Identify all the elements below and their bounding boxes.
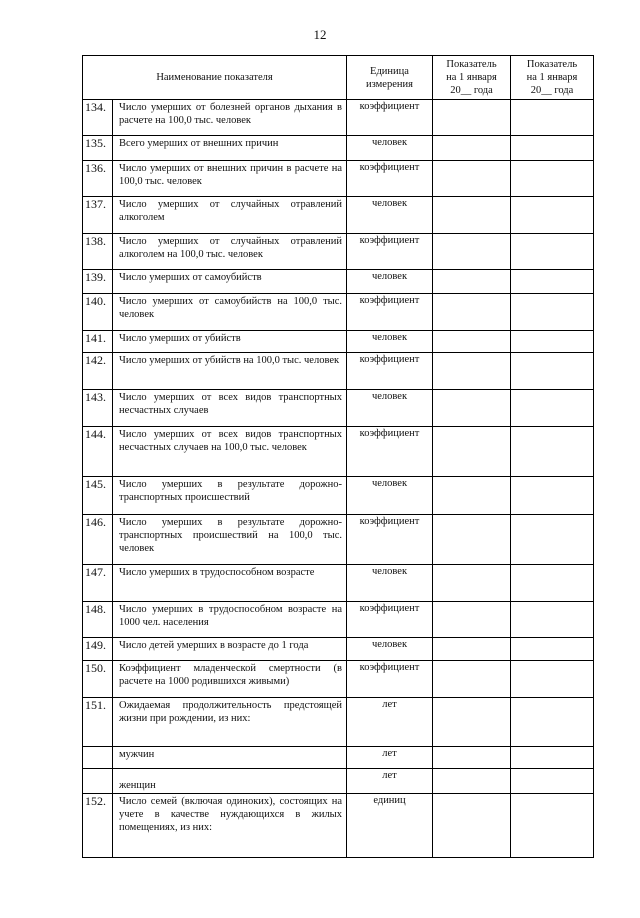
row-unit: человек — [347, 136, 433, 161]
row-name: Число семей (включая одиноких), состоящих на учете в качестве нуждающихся в жилых помещениях, из них: — [113, 794, 347, 858]
row-value1-cell[interactable] — [433, 602, 511, 638]
table-row — [83, 698, 594, 747]
row-name: Ожидаемая продолжительность предстоящей жизни при рождении, из них: — [113, 698, 347, 747]
row-unit: коэффициент — [347, 353, 433, 390]
row-unit: человек — [347, 197, 433, 234]
row-number: 137. — [83, 197, 113, 234]
table-row — [83, 769, 594, 794]
row-value2-cell[interactable] — [511, 427, 594, 477]
row-value2-cell[interactable] — [511, 661, 594, 698]
row-value1-cell[interactable] — [433, 331, 511, 353]
table-row — [83, 515, 594, 565]
row-value1-cell[interactable] — [433, 353, 511, 390]
row-unit: лет — [347, 769, 433, 794]
row-unit: коэффициент — [347, 661, 433, 698]
row-value1-cell[interactable] — [433, 477, 511, 515]
row-number: 151. — [83, 698, 113, 747]
row-number: 145. — [83, 477, 113, 515]
row-name: Число умерших в результате дорожно-транспортных происшествий на 100,0 тыс. человек — [113, 515, 347, 565]
header-value1 — [433, 56, 511, 100]
row-value1-cell[interactable] — [433, 747, 511, 769]
table-row — [83, 427, 594, 477]
indicators-table — [82, 55, 594, 858]
table-row — [83, 100, 594, 136]
row-number — [83, 747, 113, 769]
table-row — [83, 390, 594, 427]
row-number: 141. — [83, 331, 113, 353]
row-number: 140. — [83, 294, 113, 331]
row-name: Число умерших в трудоспособном возрасте — [113, 565, 347, 602]
row-value2-cell[interactable] — [511, 515, 594, 565]
row-value2-cell[interactable] — [511, 602, 594, 638]
header-unit-line: Единица — [370, 65, 409, 77]
row-name: Число умерших от убийств — [113, 331, 347, 353]
row-unit: коэффициент — [347, 161, 433, 197]
header-value2-line: 20__ года — [530, 85, 574, 96]
row-value2-cell[interactable] — [511, 353, 594, 390]
row-value2-cell[interactable] — [511, 638, 594, 661]
row-value2-cell[interactable] — [511, 331, 594, 353]
row-number: 143. — [83, 390, 113, 427]
header-value1-line: 20__ года — [450, 85, 493, 96]
row-name: Число умерших от всех видов транспортных несчастных случаев — [113, 390, 347, 427]
row-name: Число умерших от самоубийств на 100,0 тыс. человек — [113, 294, 347, 331]
row-name: Число умерших от внешних причин в расчете на 100,0 тыс. человек — [113, 161, 347, 197]
row-number: 134. — [83, 100, 113, 136]
row-number: 152. — [83, 794, 113, 858]
row-number: 147. — [83, 565, 113, 602]
row-value1-cell[interactable] — [433, 234, 511, 270]
row-value1-cell[interactable] — [433, 294, 511, 331]
row-number: 139. — [83, 270, 113, 294]
header-value1-line: на 1 января — [446, 72, 497, 83]
row-value2-cell[interactable] — [511, 161, 594, 197]
row-unit: человек — [347, 270, 433, 294]
row-value2-cell[interactable] — [511, 769, 594, 794]
row-value1-cell[interactable] — [433, 698, 511, 747]
table-row — [83, 270, 594, 294]
table-row — [83, 161, 594, 197]
row-value2-cell[interactable] — [511, 270, 594, 294]
row-value2-cell[interactable] — [511, 477, 594, 515]
row-value1-cell[interactable] — [433, 161, 511, 197]
row-number: 136. — [83, 161, 113, 197]
row-number: 150. — [83, 661, 113, 698]
row-number: 142. — [83, 353, 113, 390]
row-name: Число умерших от случайных отравлений алкоголем на 100,0 тыс. человек — [113, 234, 347, 270]
row-value2-cell[interactable] — [511, 234, 594, 270]
row-number: 144. — [83, 427, 113, 477]
row-value2-cell[interactable] — [511, 565, 594, 602]
table-row — [83, 234, 594, 270]
table-row — [83, 747, 594, 769]
row-unit: человек — [347, 477, 433, 515]
table-row — [83, 565, 594, 602]
row-value1-cell[interactable] — [433, 100, 511, 136]
row-number — [83, 769, 113, 794]
table-row — [83, 794, 594, 858]
row-unit: коэффициент — [347, 515, 433, 565]
row-number: 135. — [83, 136, 113, 161]
row-value1-cell[interactable] — [433, 565, 511, 602]
row-unit: лет — [347, 698, 433, 747]
row-name: Число умерших в результате дорожно-транспортных происшествий — [113, 477, 347, 515]
row-value2-cell[interactable] — [511, 100, 594, 136]
row-unit: человек — [347, 565, 433, 602]
table-header-row — [83, 56, 594, 100]
row-name: Всего умерших от внешних причин — [113, 136, 347, 161]
row-value1-cell[interactable] — [433, 661, 511, 698]
row-value1-cell[interactable] — [433, 515, 511, 565]
row-value2-cell[interactable] — [511, 197, 594, 234]
row-value2-cell[interactable] — [511, 698, 594, 747]
row-number: 149. — [83, 638, 113, 661]
row-unit: единиц — [347, 794, 433, 858]
header-value1-line: Показатель — [446, 59, 497, 70]
table-row — [83, 638, 594, 661]
table-row — [83, 602, 594, 638]
table-row — [83, 331, 594, 353]
header-unit-line: измерения — [366, 78, 413, 90]
row-unit: коэффициент — [347, 602, 433, 638]
row-value1-cell[interactable] — [433, 638, 511, 661]
page-number: 12 — [313, 27, 327, 42]
row-name: Число детей умерших в возрасте до 1 года — [113, 638, 347, 661]
row-number: 138. — [83, 234, 113, 270]
row-unit: коэффициент — [347, 234, 433, 270]
row-name: Число умерших от всех видов транспортных несчастных случаев на 100,0 тыс. человек — [113, 427, 347, 477]
row-name: Число умерших в трудоспособном возрасте на 1000 чел. населения — [113, 602, 347, 638]
row-value1-cell[interactable] — [433, 197, 511, 234]
row-value2-cell[interactable] — [511, 747, 594, 769]
table-row — [83, 294, 594, 331]
row-name: Число умерших от самоубийств — [113, 270, 347, 294]
row-name: мужчин — [113, 747, 347, 769]
row-value1-cell[interactable] — [433, 270, 511, 294]
row-value2-cell[interactable] — [511, 136, 594, 161]
row-name: Число умерших от болезней органов дыхания в расчете на 100,0 тыс. человек — [113, 100, 347, 136]
header-value2-line: Показатель — [526, 59, 578, 70]
header-name: Наименование показателя — [83, 56, 347, 100]
row-unit: коэффициент — [347, 100, 433, 136]
row-value1-cell[interactable] — [433, 794, 511, 858]
row-name: женщин — [113, 769, 347, 794]
row-value1-cell[interactable] — [433, 136, 511, 161]
row-name: Число умерших от случайных отравлений алкоголем — [113, 197, 347, 234]
table-row — [83, 661, 594, 698]
row-value1-cell[interactable] — [433, 390, 511, 427]
row-unit: человек — [347, 638, 433, 661]
row-value1-cell[interactable] — [433, 427, 511, 477]
table-row — [83, 353, 594, 390]
row-unit: коэффициент — [347, 427, 433, 477]
table-row — [83, 197, 594, 234]
row-name: Число умерших от убийств на 100,0 тыс. человек — [113, 353, 347, 390]
row-number: 148. — [83, 602, 113, 638]
row-value2-cell[interactable] — [511, 794, 594, 858]
header-unit — [347, 56, 433, 100]
row-unit: человек — [347, 390, 433, 427]
row-value2-cell[interactable] — [511, 294, 594, 331]
row-number: 146. — [83, 515, 113, 565]
row-value1-cell[interactable] — [433, 769, 511, 794]
table-row — [83, 477, 594, 515]
row-unit: человек — [347, 331, 433, 353]
header-value2-line: на 1 января — [526, 72, 578, 83]
row-name: Коэффициент младенческой смертности (в расчете на 1000 родившихся живыми) — [113, 661, 347, 698]
row-unit: коэффициент — [347, 294, 433, 331]
table-row — [83, 136, 594, 161]
row-unit: лет — [347, 747, 433, 769]
row-value2-cell[interactable] — [511, 390, 594, 427]
header-value2 — [511, 56, 594, 100]
